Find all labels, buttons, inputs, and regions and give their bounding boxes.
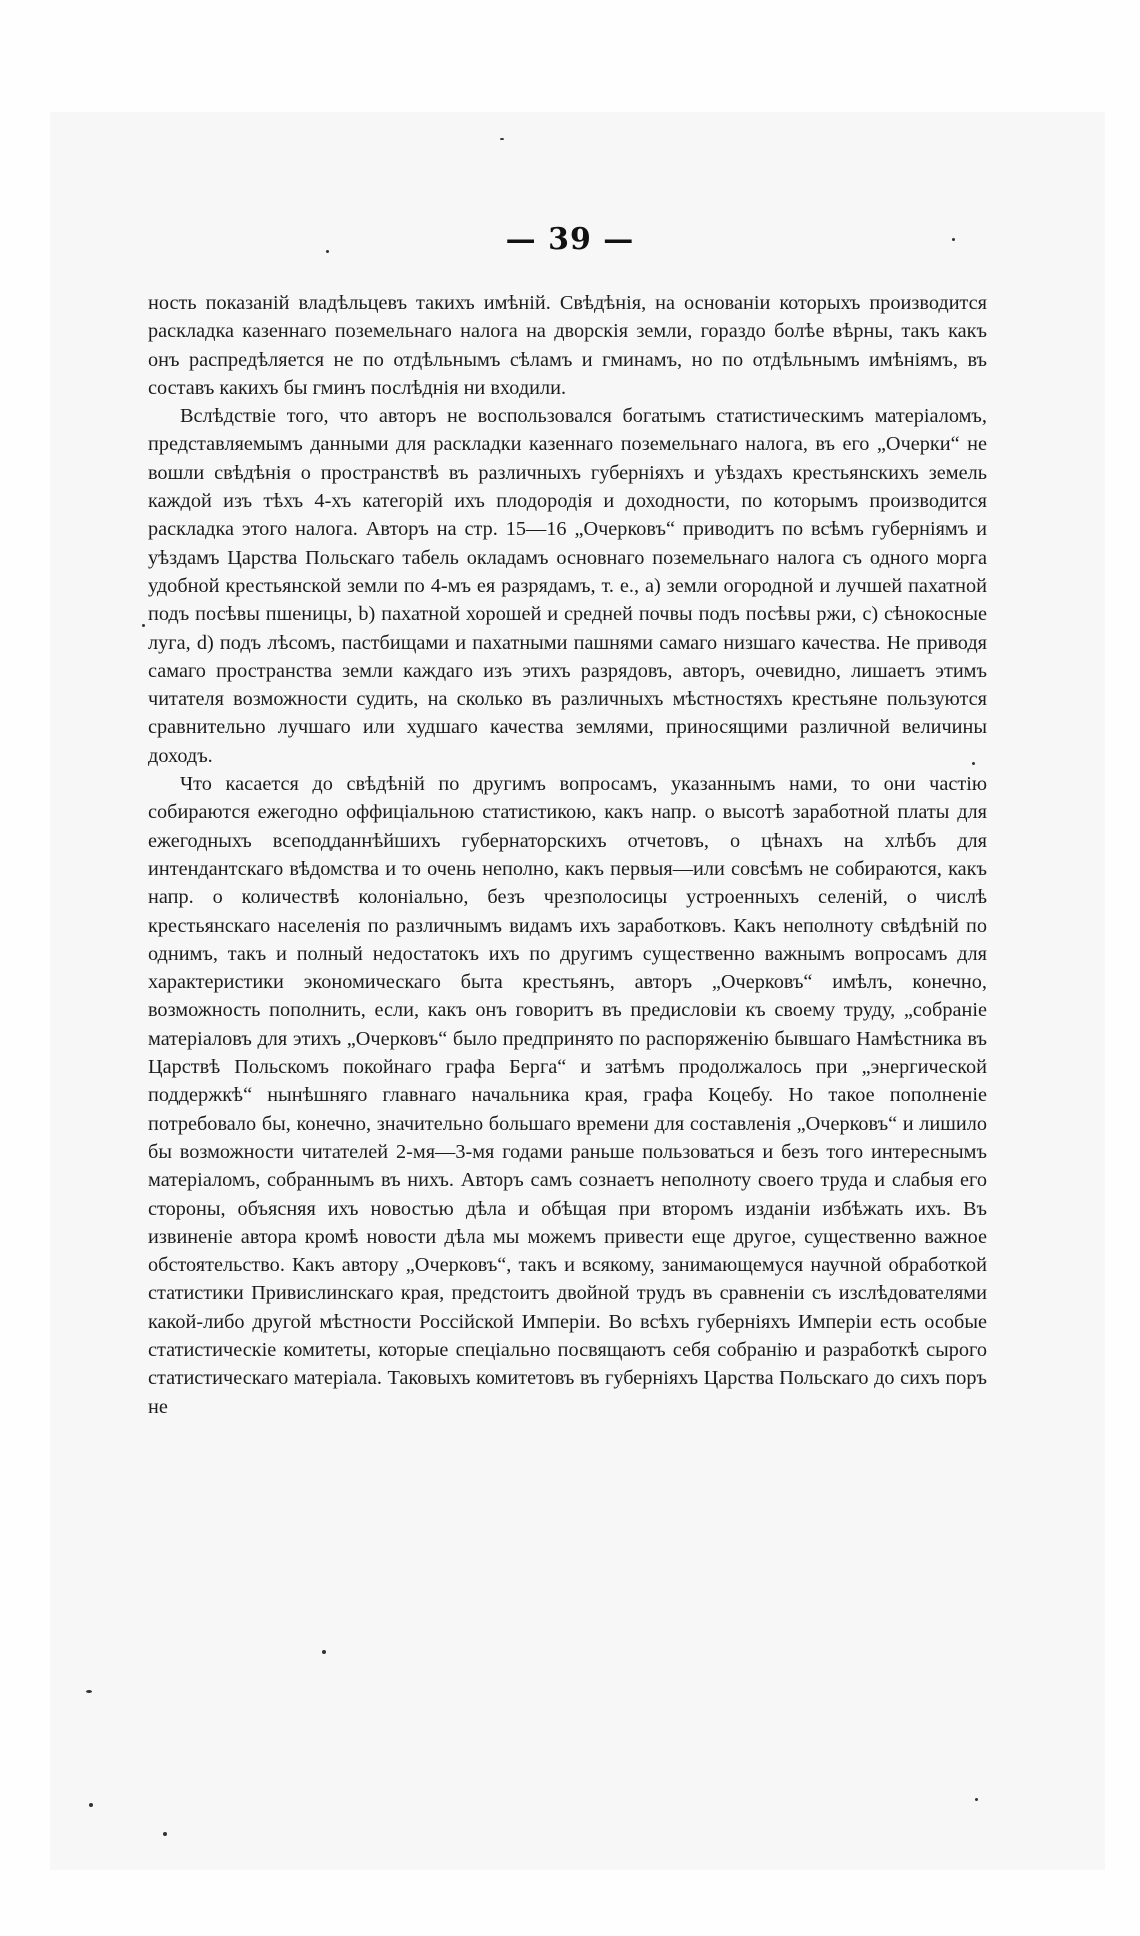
scan-speck — [975, 1798, 978, 1801]
scan-speck — [89, 1803, 93, 1807]
scan-speck — [500, 138, 504, 140]
page-number: — 39 — — [505, 222, 635, 257]
scan-speck — [142, 624, 145, 627]
paragraph: Вслѣдствіе того, что авторъ не воспользовался богатымъ статистическимъ матеріаломъ, представляемымъ данными для раскладки казеннаго поземельнаго налога, въ его „Очерки“ не вошли свѣдѣнія о пространствѣ въ различныхъ губерніяхъ и уѣздахъ крестьянскихъ земель каждой изъ тѣхъ 4-хъ категорій ихъ плодородія и доходности, по которымъ производится раскладка этого налога. Авторъ на стр. 15—16 „Очерковъ“ приводитъ по всѣмъ губерніямъ и уѣздамъ Царства Польскаго табель окладамъ основнаго поземельнаго налога съ одного морга удобной крестьянской земли по 4-мъ ея разрядамъ, т. е., а) земли огородной и лучшей пахатной подъ посѣвы пшеницы, b) пахатной хорошей и средней почвы подъ посѣвы ржи, c) сѣнокосные луга, d) подъ лѣсомъ, пастбищами и пахатными пашнями самаго низшаго качества. Не приводя самаго пространства земли каждаго изъ этихъ разрядовъ, авторъ, очевидно, лишаетъ этимъ читателя возможности судить, на сколько въ различныхъ мѣстностяхъ крестьяне пользуются сравнительно лучшаго или худшаго качества землями, приносящими различной величины доходъ. — [148, 405, 987, 767]
scan-speck — [86, 1690, 92, 1693]
scan-speck — [322, 1650, 326, 1654]
paragraph: Что касается до свѣдѣній по другимъ вопросамъ, указаннымъ нами, то они частію собираются ежегодно оффиціальною статистикою, какъ напр. о высотѣ заработной платы для ежегодныхъ всеподданнѣйшихъ губернаторскихъ отчетовъ, о цѣнахъ на хлѣбъ для интендантскаго вѣдомства и то очень неполно, какъ первыя—или совсѣмъ не собираются, какъ напр. о количествѣ колоніально, безъ чрезполосицы устроенныхъ селеній, о числѣ крестьянскаго населенія по различнымъ видамъ ихъ заработковъ. Какъ неполноту свѣдѣній по однимъ, такъ и полный недостатокъ ихъ по другимъ существенно важнымъ вопросамъ для характеристики экономическаго быта крестьянъ, авторъ „Очерковъ“ имѣлъ, конечно, возможность пополнить, если, какъ онъ говоритъ въ предисловіи къ своему труду, „собраніе матеріаловъ для этихъ „Очерковъ“ было предпринято по распоряженію бывшаго Намѣстника въ Царствѣ Польскомъ покойнаго графа Берга“ и затѣмъ продолжалось при „энергической поддержкѣ“ нынѣшняго главнаго начальника края, графа Коцебу. Но такое пополненіе потребовало бы, конечно, значительно большаго времени для составленія „Очерковъ“ и лишило бы возможности читателей 2-мя—3-мя годами раньше пользоваться и безъ того интереснымъ матеріаломъ, собраннымъ въ нихъ. Авторъ самъ сознаетъ неполноту своего труда и слабыя его стороны, объясняя ихъ новостью дѣла и обѣщая при второмъ изданіи избѣжать ихъ. Въ извиненіе автора кромѣ новости дѣла мы можемъ привести еще другое, существенно важное обстоятельство. Какъ автору „Очерковъ“, такъ и всякому, занимающемуся научной обработкой статистики Привислинскаго края, предстоитъ двойной трудъ въ сравненіи съ изслѣдователями какой-либо другой мѣстности Россійской Имперіи. Во всѣхъ губерніяхъ Имперіи есть особые статистическіе комитеты, которые спеціально посвящаютъ себя собранію и разработкѣ сырого статистическаго матеріала. Таковыхъ комитетовъ въ губерніяхъ Царства Польскаго до сихъ поръ не — [148, 773, 987, 1418]
body-text — [148, 289, 987, 1421]
scan-speck — [163, 1832, 167, 1836]
paragraph-continuation: ность показаній владѣльцевъ такихъ имѣній. Свѣдѣнія, на основаніи которыхъ производится раскладка казеннаго поземельнаго налога на дворскія земли, гораздо болѣе вѣрны, такъ какъ онъ распредѣляется не по отдѣльнымъ сѣламъ и гминамъ, но по отдѣльнымъ имѣніямъ, въ составъ какихъ бы гминъ послѣднія ни входили. — [148, 292, 987, 399]
